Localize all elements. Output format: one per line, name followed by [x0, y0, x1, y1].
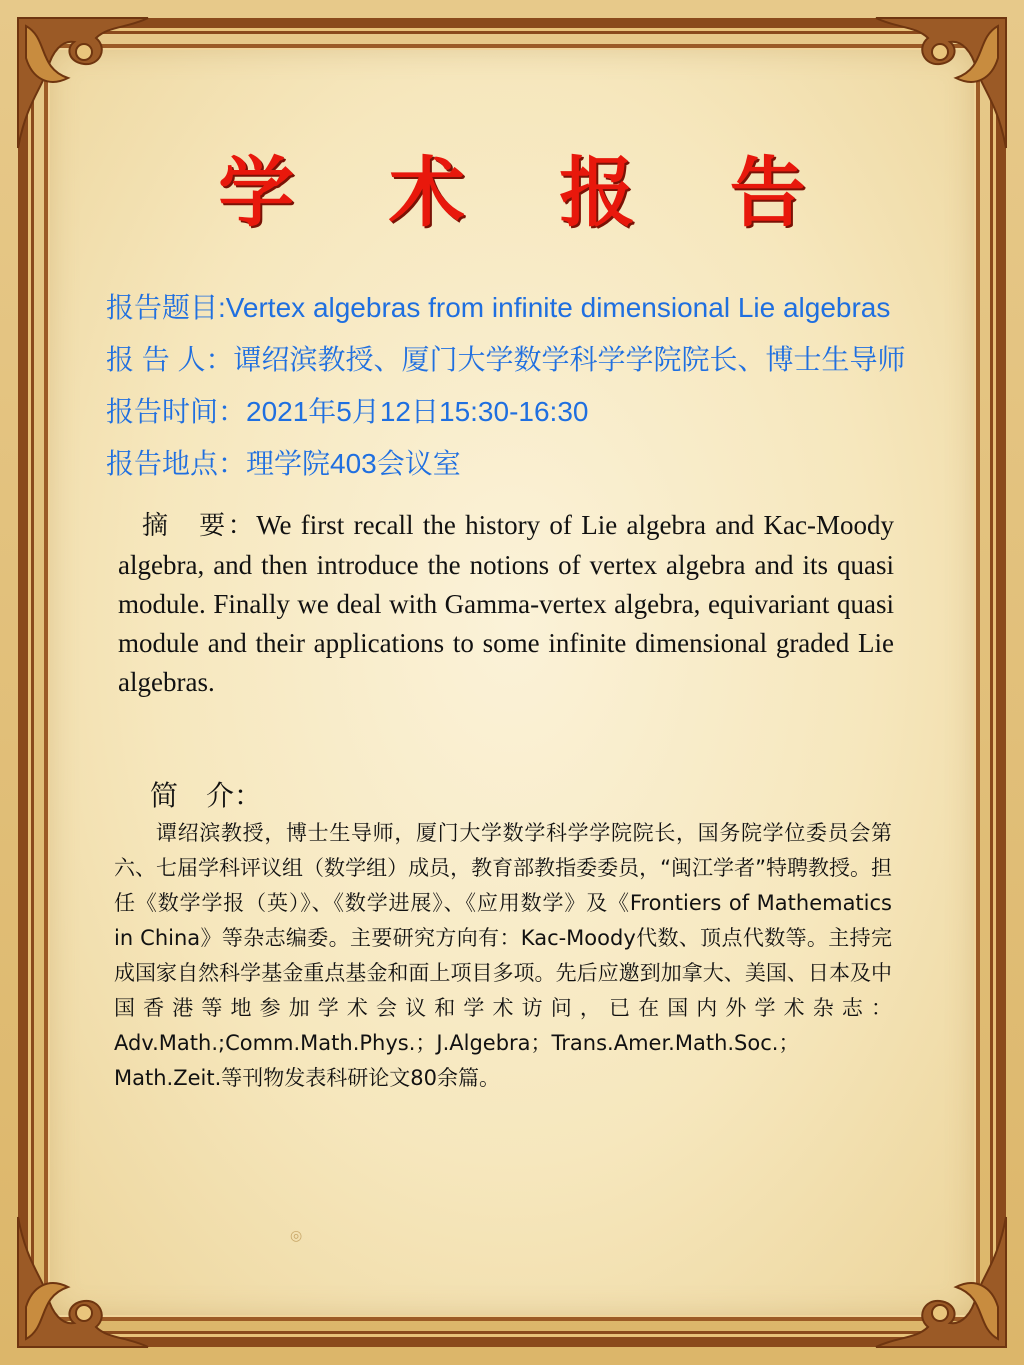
report-speaker: 报 告 人：谭绍滨教授、厦门大学数学科学学院院长、博士生导师 [106, 344, 906, 375]
abstract-label: 摘 要： [142, 511, 257, 541]
report-topic: 报告题目:Vertex algebras from infinite dimensional Lie algebras [106, 292, 891, 323]
small-circle-mark-icon: ◎ [290, 1228, 303, 1244]
abstract-text: We first recall the history of Lie algebra and Kac-Moody algebra, and then introduce the notions of vertex algebra and its quasi module. Finally we deal with Gamma-vertex algebra, equivariant quasi module and their applications to some infinite dimensional graded Lie algebras. [118, 510, 894, 697]
report-time: 报告时间：2021年5月12日15:30-16:30 [106, 396, 589, 427]
poster-title: 学 术 报 告 [218, 148, 840, 237]
report-place: 报告地点：理学院403会议室 [106, 448, 461, 479]
bio-label: 简 介： [150, 779, 263, 812]
corner-ornament-icon [8, 1207, 158, 1357]
abstract-section [118, 506, 894, 702]
report-info [106, 282, 966, 490]
corner-ornament-icon [866, 1207, 1016, 1357]
bio-text: 谭绍滨教授，博士生导师，厦门大学数学科学学院院长，国务院学位委员会第六、七届学科评议组（数学组）成员，教育部教指委委员，“闽江学者”特聘教授。担任《数学学报（英）》、《数学进展》、《应用数学》及《Frontiers of Mathematics in China》等杂志编委。主要研究方向有：Kac-Moody代数、顶点代数等。主持完成国家自然科学基金重点基金和面上项目多项。先后应邀到加拿大、美国、日本及中国香港等地参加学术会议和学术访问，已在国内外学术杂志：Adv.Math.;Comm.Math.Phys.；J.Algebra；Trans.Amer.Math.Soc.；Math.Zeit.等刊物发表科研论文80余篇。 [114, 821, 892, 1090]
